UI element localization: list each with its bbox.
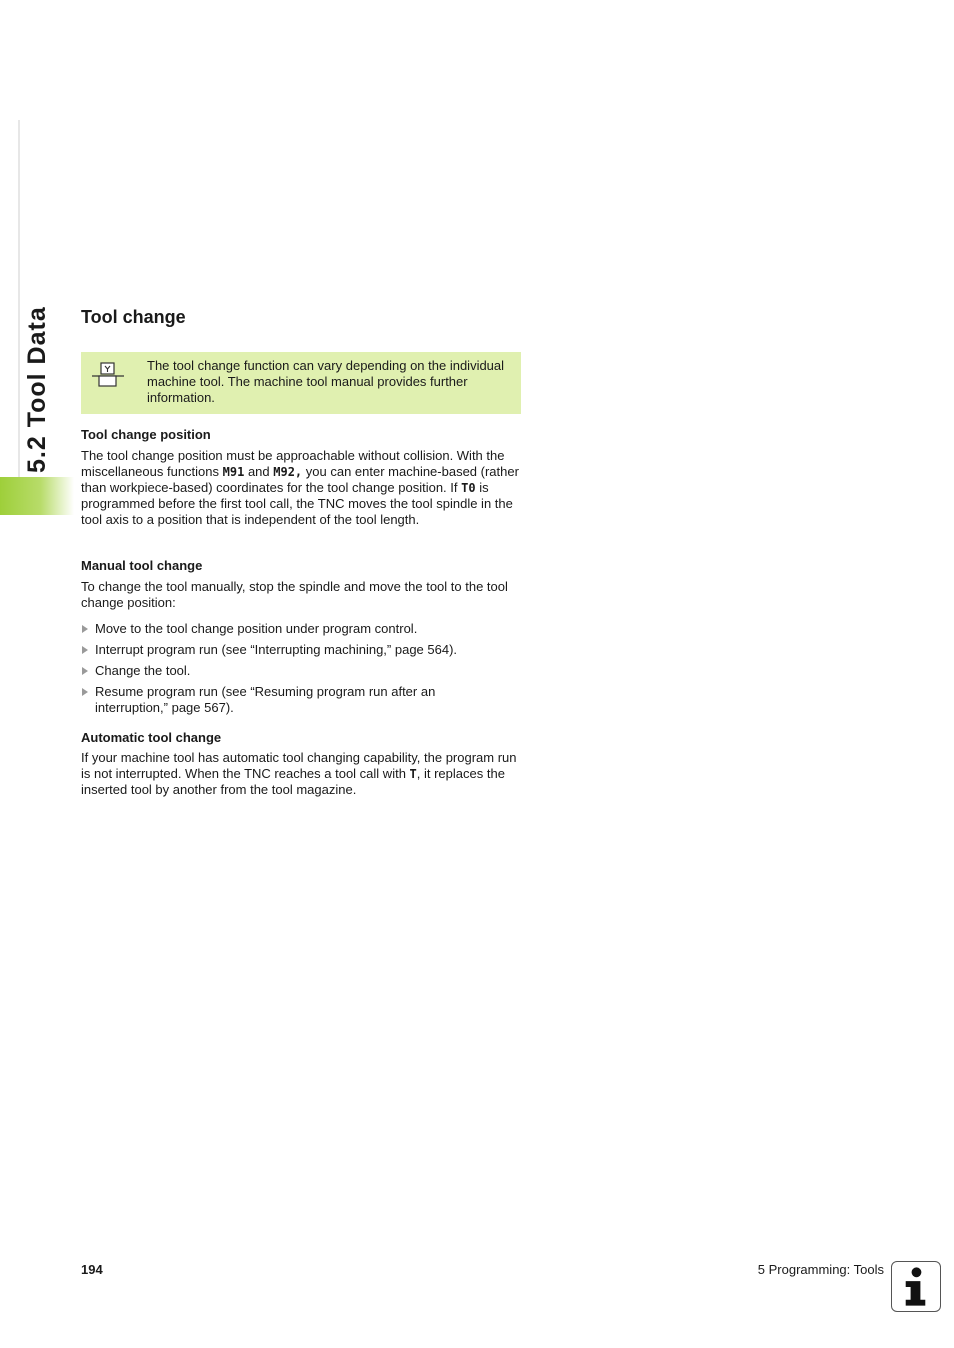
code-m91: M91: [222, 465, 245, 479]
list-item: [81, 621, 521, 637]
text-segment: The tool change position must be approachable without collision. With the miscellaneous functions: [81, 448, 505, 479]
text-segment: If your machine tool has automatic tool changing capability, the program run is not interrupted. When the TNC reaches a tool call with: [81, 750, 517, 781]
step-text: Change the tool.: [95, 663, 191, 678]
code-t: T: [409, 767, 417, 781]
text-segment: you can enter machine-based (rather than workpiece-based) coordinates for the tool change position. If: [81, 464, 519, 495]
note-box: [81, 352, 521, 414]
bullet-arrow-icon: [82, 667, 88, 675]
tool-change-position-text: [81, 448, 526, 528]
page-number: 194: [81, 1262, 103, 1277]
tool-change-position-heading: Tool change position: [81, 427, 211, 442]
code-m92: M92,: [273, 465, 303, 479]
list-item: [81, 642, 521, 658]
list-item: [81, 663, 521, 679]
text-segment: is programmed before the first tool call, the TNC moves the tool spindle in the tool axis to a position that is independent of the tool length.: [81, 480, 513, 527]
step-text: Resume program run (see “Resuming program run after an interruption,” page 567).: [95, 684, 436, 715]
bullet-arrow-icon: [82, 625, 88, 633]
side-tab-marker: [0, 477, 74, 515]
note-text: The tool change function can vary depending on the individual machine tool. The machine tool manual provides further information.: [147, 358, 505, 405]
automatic-tool-change-heading: Automatic tool change: [81, 730, 222, 745]
text-segment: , it replaces the inserted tool by another from the tool magazine.: [81, 766, 505, 797]
text-segment: and: [244, 464, 274, 479]
machine-manual-icon: [92, 362, 124, 390]
manual-tool-change-intro: To change the tool manually, stop the spindle and move the tool to the tool change position:: [81, 579, 508, 610]
manual-tool-change-steps: [81, 621, 521, 721]
manual-tool-change-heading: Manual tool change: [81, 558, 203, 573]
side-tab-label: 5.2 Tool Data: [23, 306, 51, 473]
bullet-arrow-icon: [82, 646, 88, 654]
bullet-arrow-icon: [82, 688, 88, 696]
code-t0: T0: [461, 481, 476, 495]
step-text: Interrupt program run (see “Interrupting machining,” page 564).: [95, 642, 458, 657]
section-title: Tool change: [81, 307, 186, 327]
automatic-tool-change-text: [81, 750, 526, 798]
info-glyph-icon: [892, 1262, 939, 1310]
side-tab-rule: [0, 120, 20, 480]
chapter-label: 5 Programming: Tools: [757, 1262, 884, 1277]
list-item: [81, 684, 521, 716]
step-text: Move to the tool change position under program control.: [95, 621, 418, 636]
info-icon: [891, 1261, 941, 1312]
